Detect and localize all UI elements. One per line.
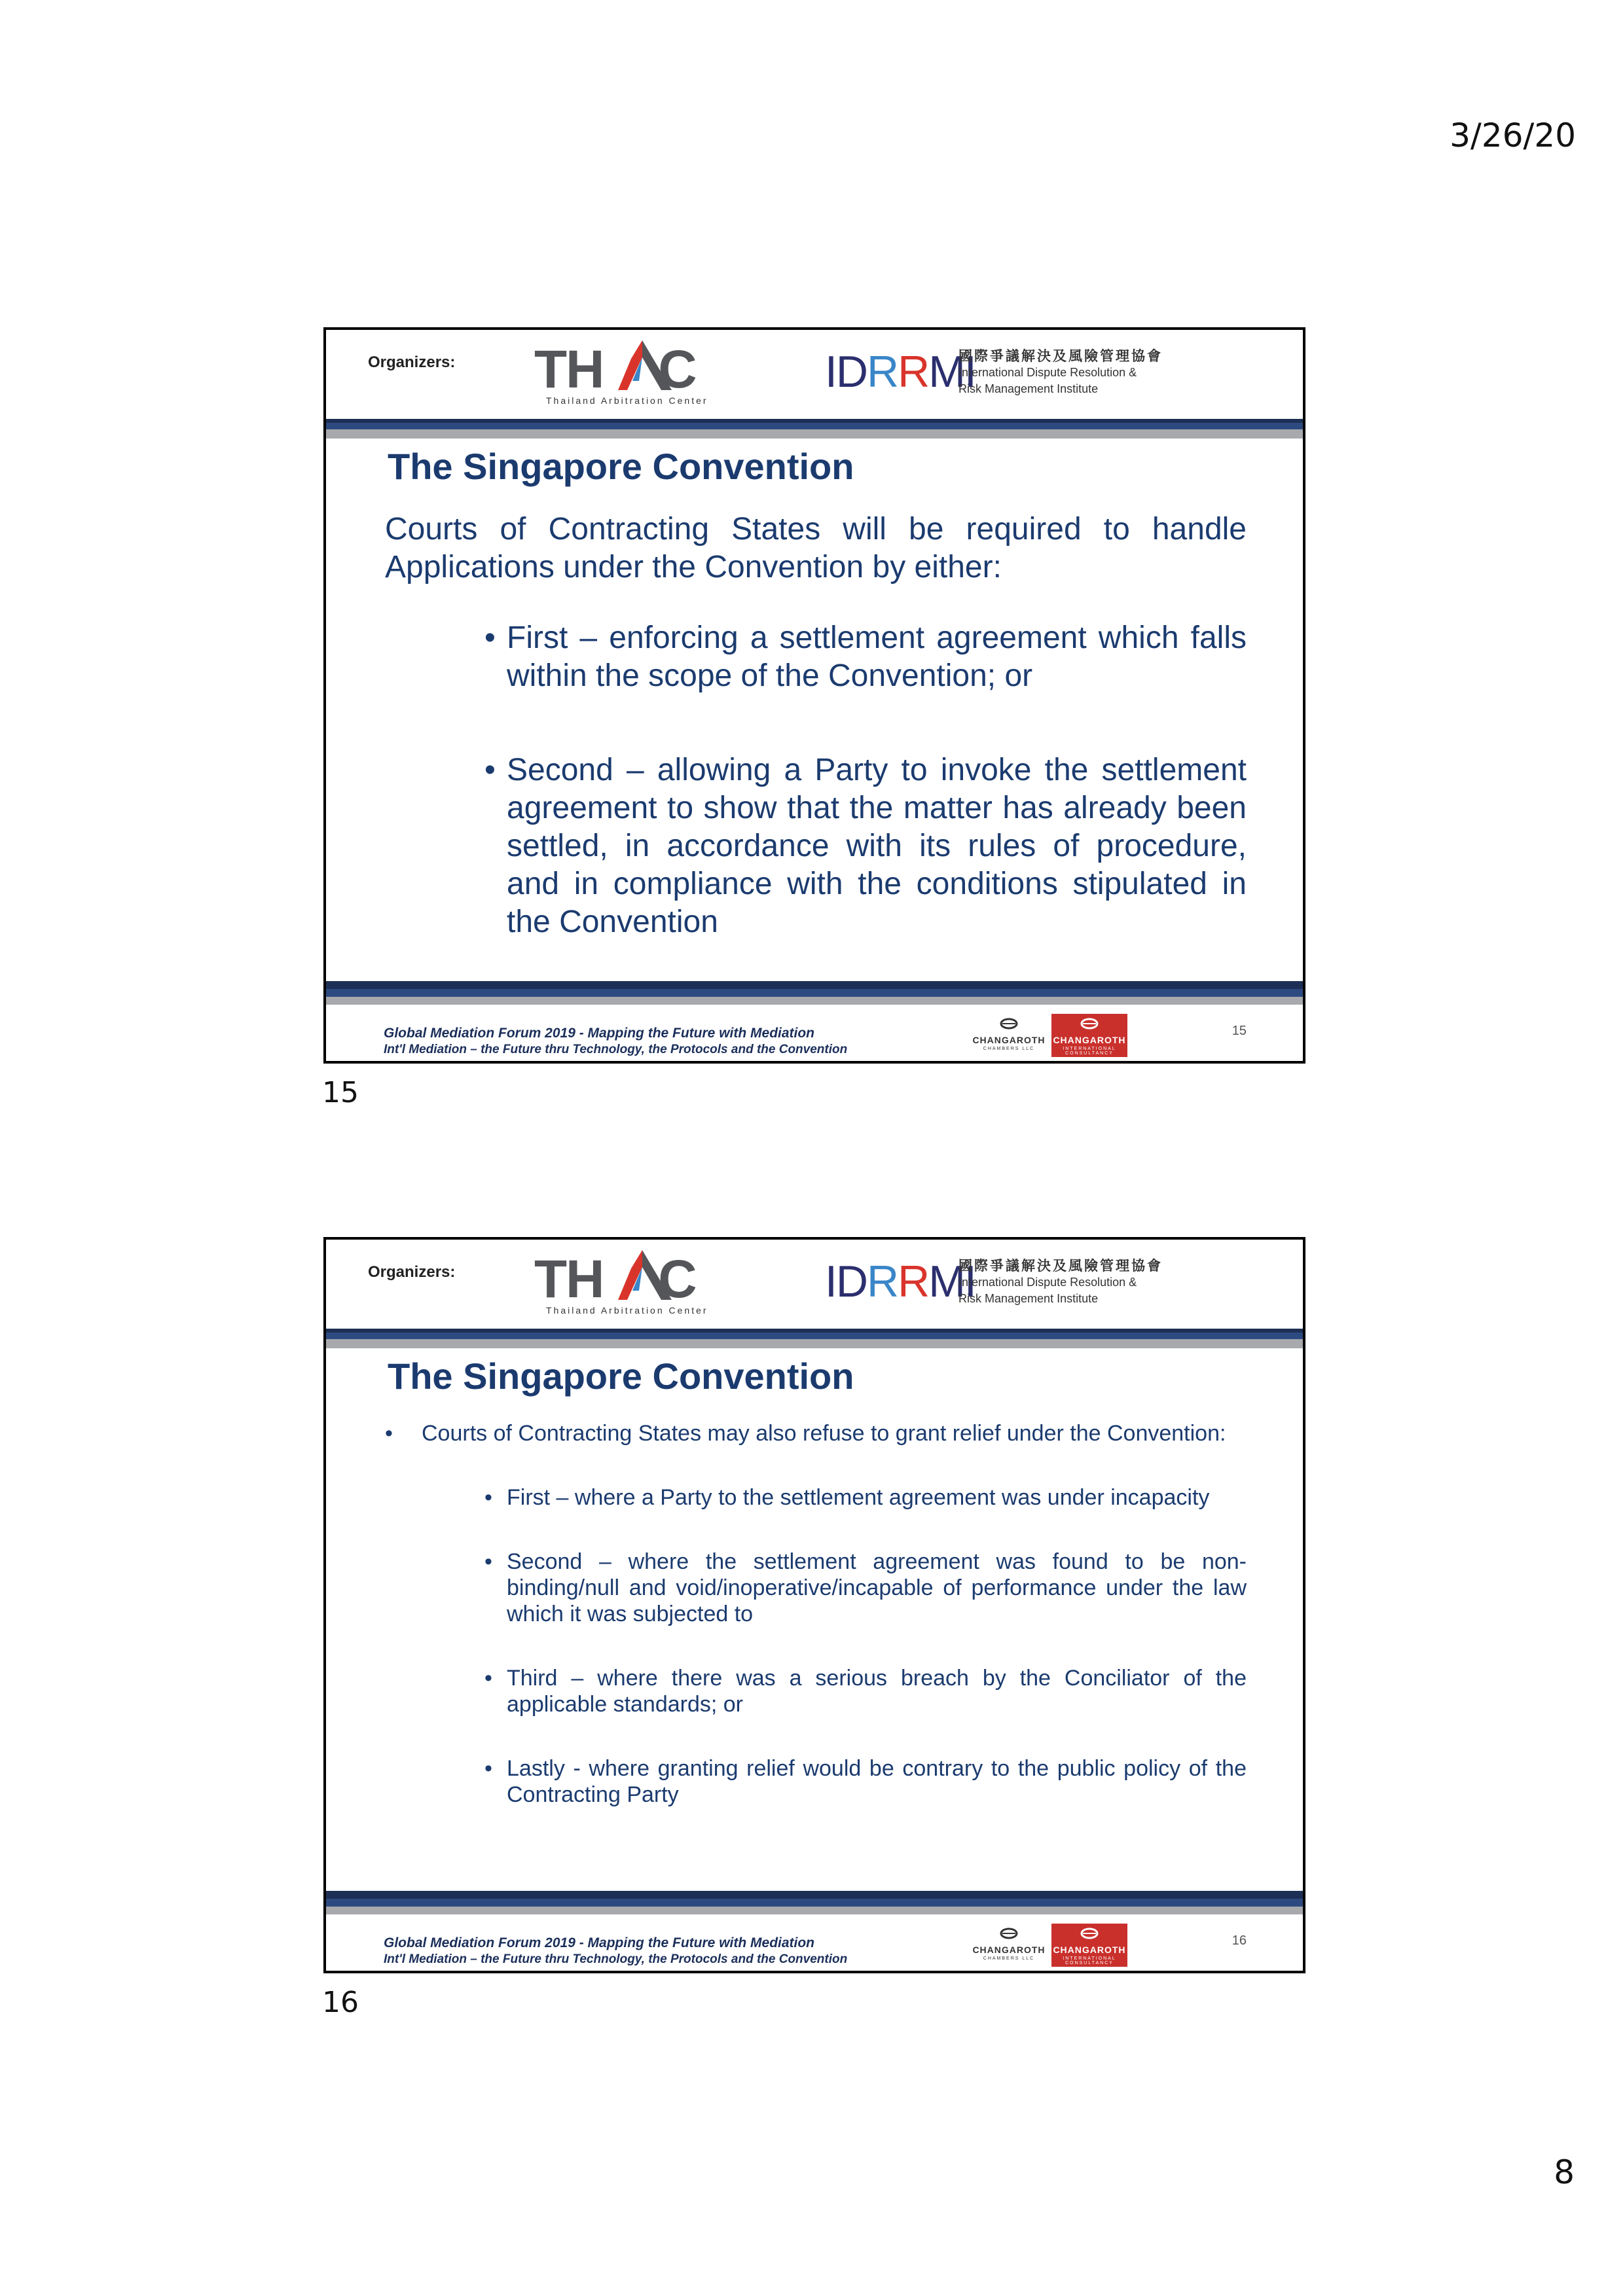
slide-intro: • Courts of Contracting States may also refuse to grant relief under the Convention: xyxy=(385,1421,1226,1446)
footer-line-2: Int'l Mediation – the Future thru Technology, the Protocols and the Convention xyxy=(384,1952,848,1966)
footer-band-grey xyxy=(326,997,1303,1005)
idrrmi-name xyxy=(958,1258,1163,1307)
changaroth-consultancy-logo: CHANGAROTH INTERNATIONAL CONSULTANCY xyxy=(1051,1014,1127,1057)
footer-line-1: Global Mediation Forum 2019 - Mapping the Future with Mediation xyxy=(384,1026,815,1041)
slide-caption: 15 xyxy=(322,1076,359,1109)
bullet-icon: • xyxy=(484,1666,492,1691)
changaroth-mark-icon xyxy=(1080,1018,1099,1030)
idrrmi-line2: Risk Management Institute xyxy=(958,1292,1099,1305)
footer-band-mid xyxy=(326,1899,1303,1907)
footer-band-mid xyxy=(326,989,1303,997)
slide-body xyxy=(385,1420,1247,1846)
organizers-label: Organizers: xyxy=(368,353,456,371)
thac-logo: TH C Thailand Arbitration Center xyxy=(534,340,708,406)
footer-band xyxy=(326,981,1303,989)
page-number: 8 xyxy=(1554,2153,1575,2191)
changaroth-mark-icon xyxy=(1000,1018,1018,1030)
slide-15 xyxy=(323,327,1305,1064)
bullet-list xyxy=(385,619,1247,941)
idrrmi-logo: IDRRMI xyxy=(825,1257,976,1306)
idrrmi-logo: IDRRMI xyxy=(825,347,976,397)
list-item: • Third – where there was a serious breach by the Conciliator of the applicable standards; or xyxy=(484,1666,1247,1717)
slide-number: 16 xyxy=(1231,1933,1247,1948)
changaroth-chambers-logo: CHANGAROTH CHAMBERS LLC xyxy=(971,1924,1047,1967)
header-band-mid xyxy=(326,1333,1303,1339)
slide-caption: 16 xyxy=(322,1986,359,2019)
bullet-icon: • xyxy=(484,1485,492,1510)
list-item: • Second – allowing a Party to invoke the settlement agreement to show that the matter has already been settled, in accordance with its rules of procedure, and in compliance with the conditions stipulated in the Convention xyxy=(484,753,1247,939)
slide-title: The Singapore Convention xyxy=(388,446,854,487)
page-date: 3/26/20 xyxy=(1450,117,1576,154)
list-item: • First – enforcing a settlement agreement which falls within the scope of the Convention; or xyxy=(484,620,1247,693)
thac-subtitle: Thailand Arbitration Center xyxy=(546,395,708,406)
bullet-icon: • xyxy=(484,1756,492,1781)
slide-16 xyxy=(323,1237,1305,1973)
idrrmi-line2: Risk Management Institute xyxy=(958,382,1099,395)
bullet-icon: • xyxy=(385,1421,393,1446)
header-band-mid xyxy=(326,423,1303,429)
thac-a-mark-icon xyxy=(613,1249,672,1301)
bullet-icon: • xyxy=(484,753,496,787)
footer-line-1: Global Mediation Forum 2019 - Mapping the Future with Mediation xyxy=(384,1935,815,1950)
header-band-grey xyxy=(326,1339,1303,1348)
slide-title: The Singapore Convention xyxy=(388,1355,854,1397)
changaroth-mark-icon xyxy=(1080,1928,1099,1939)
footer-line-2: Int'l Mediation – the Future thru Technology, the Protocols and the Convention xyxy=(384,1043,848,1056)
header-band-grey xyxy=(326,429,1303,439)
thac-logo: TH C Thailand Arbitration Center xyxy=(534,1249,708,1316)
footer-band-grey xyxy=(326,1907,1303,1914)
list-item: • Second – where the settlement agreement was found to be non-binding/null and void/inoperative/incapable of performance under the law which it was subjected to xyxy=(484,1549,1247,1626)
changaroth-mark-icon xyxy=(1000,1928,1018,1939)
list-item: • First – where a Party to the settlement agreement was under incapacity xyxy=(484,1485,1210,1510)
slide-intro: Courts of Contracting States will be required to handle Applications under the Convention by either: xyxy=(385,512,1247,584)
idrrmi-line1: International Dispute Resolution & xyxy=(958,366,1137,379)
changaroth-consultancy-logo: CHANGAROTH INTERNATIONAL CONSULTANCY xyxy=(1051,1924,1127,1967)
idrrmi-chinese-name: 國際爭議解決及風險管理協會 xyxy=(958,1259,1163,1274)
thac-a-mark-icon xyxy=(613,339,672,391)
bullet-icon: • xyxy=(484,620,496,655)
bullet-icon: • xyxy=(484,1549,492,1574)
slide-number: 15 xyxy=(1231,1024,1247,1038)
idrrmi-chinese-name: 國際爭議解決及風險管理協會 xyxy=(958,349,1163,364)
slide-body xyxy=(385,511,1247,997)
bullet-list xyxy=(385,1484,1247,1808)
organizers-label: Organizers: xyxy=(368,1263,456,1281)
idrrmi-name xyxy=(958,348,1163,397)
thac-subtitle: Thailand Arbitration Center xyxy=(546,1305,708,1316)
idrrmi-line1: International Dispute Resolution & xyxy=(958,1276,1137,1289)
changaroth-chambers-logo: CHANGAROTH CHAMBERS LLC xyxy=(971,1014,1047,1057)
footer-band xyxy=(326,1891,1303,1899)
list-item: • Lastly - where granting relief would be contrary to the public policy of the Contracting Party xyxy=(484,1756,1247,1807)
